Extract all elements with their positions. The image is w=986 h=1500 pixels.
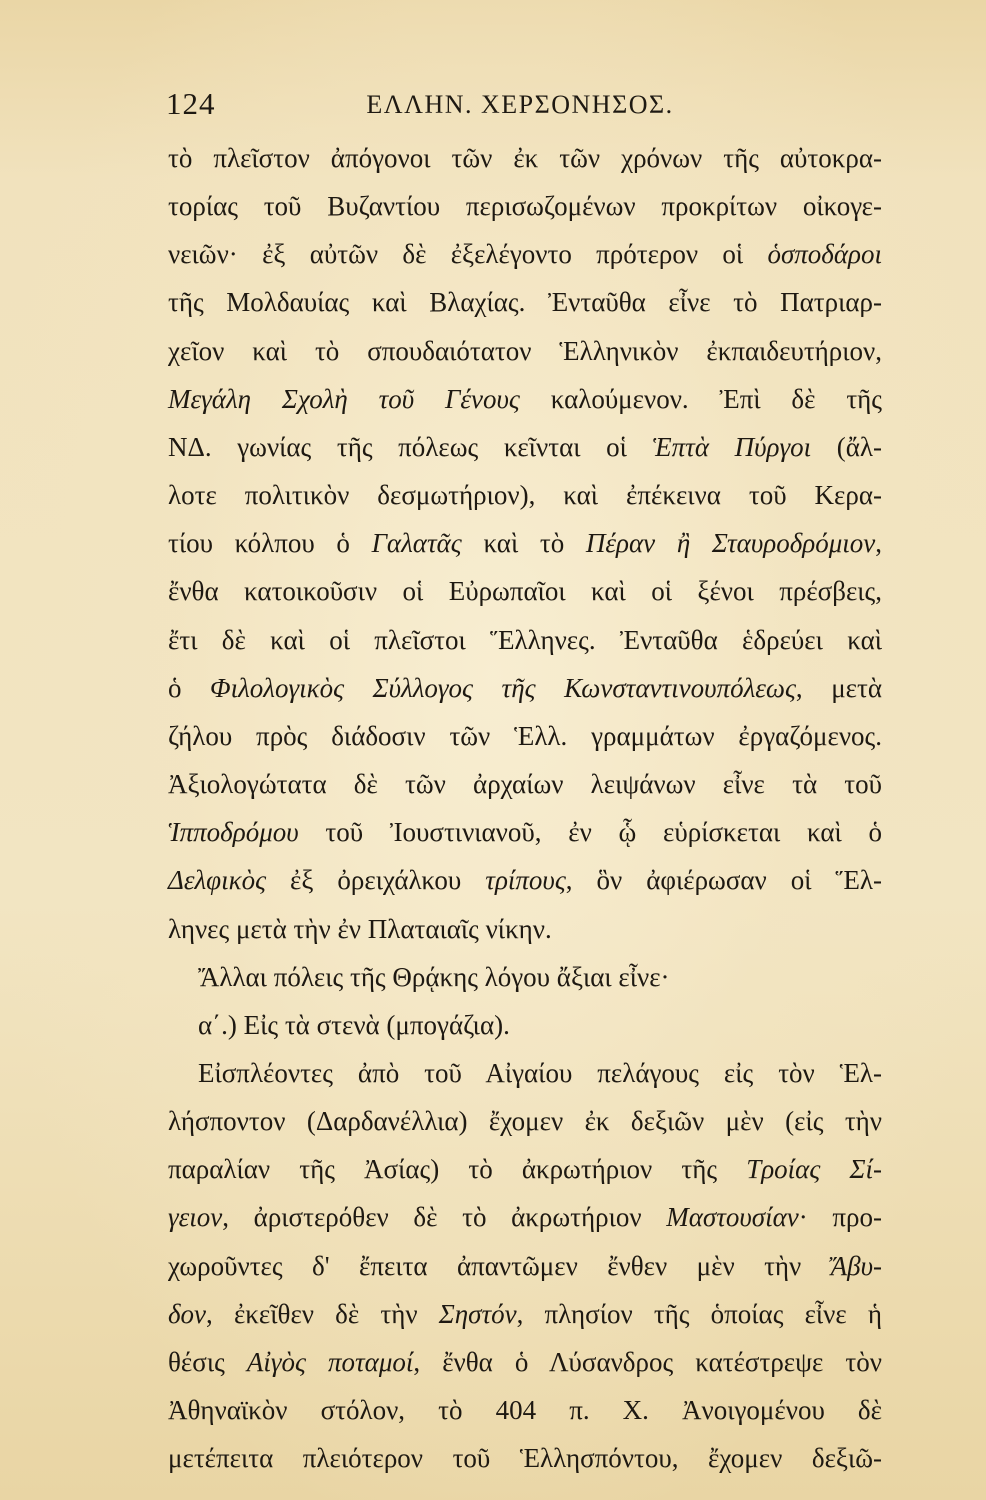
text-run: , ἀριστερόθεν δὲ τὸ ἀκρωτήριον bbox=[222, 1202, 667, 1233]
text-line bbox=[168, 423, 882, 471]
text-run: (ἄλ- bbox=[811, 431, 883, 462]
italic-text-run: Ἑπτὰ Πύργοι bbox=[652, 431, 812, 462]
text-run: χεῖον καὶ τὸ σπουδαιότατον Ἑλληνικὸν ἐκπαιδευτήριον, bbox=[168, 335, 882, 366]
text-run: α΄.) Εἰς τὰ στενὰ (μπογάζια). bbox=[198, 1009, 510, 1040]
text-run: , μετὰ bbox=[795, 672, 883, 703]
running-head: ΕΛΛΗΝ. ΧΕΡΣΟΝΗΣΟΣ. bbox=[366, 90, 674, 119]
paragraph bbox=[168, 1001, 882, 1049]
text-line bbox=[168, 1193, 882, 1241]
italic-text-run: Ἄβυ- bbox=[830, 1250, 882, 1281]
text-run: Ἄλλαι πόλεις τῆς Θρᾴκης λόγου ἄξιαι εἶνε· bbox=[198, 961, 670, 992]
text-run: καὶ τὸ bbox=[461, 528, 586, 559]
text-run: λήσποντον (Δαρδανέλλια) ἔχομεν ἐκ δεξιῶν μὲν (εἰς τὴν bbox=[168, 1106, 882, 1137]
italic-text-run: Μαστουσίαν bbox=[666, 1202, 799, 1233]
text-run: θέσις bbox=[168, 1346, 247, 1377]
text-run: καλούμενον. Ἐπὶ δὲ τῆς bbox=[519, 383, 882, 414]
text-line bbox=[168, 1049, 882, 1097]
text-run: τὸ πλεῖστον ἀπόγονοι τῶν ἐκ τῶν χρόνων τῆς αὐτοκρα- bbox=[168, 143, 882, 173]
text-run: Ἀξιολογώτατα δὲ τῶν ἀρχαίων λειψάνων εἶνε τὰ τοῦ bbox=[168, 769, 882, 800]
text-line bbox=[168, 230, 882, 278]
text-line bbox=[168, 760, 882, 808]
text-run: , ὃν ἀφιέρωσαν οἱ Ἕλ- bbox=[565, 865, 882, 896]
italic-text-run: Αἰγὸς ποταμοί bbox=[246, 1346, 414, 1377]
italic-text-run: Φιλολογικὸς Σύλλογος τῆς Κωνσταντινουπόλεως bbox=[210, 672, 796, 703]
text-run: μετέπειτα πλειότερον τοῦ Ἑλλησπόντου, ἔχομεν δεξιῶ- bbox=[168, 1443, 882, 1474]
text-line bbox=[168, 616, 882, 664]
text-line bbox=[168, 519, 882, 567]
italic-text-run: τρίπους bbox=[485, 865, 566, 896]
text-line bbox=[168, 471, 882, 519]
text-line bbox=[168, 1434, 882, 1482]
text-run: Εἰσπλέοντες ἀπὸ τοῦ Αἰγαίου πελάγους εἰς τὸν Ἑλ- bbox=[198, 1057, 882, 1088]
text-run: ληνες μετὰ τὴν ἐν Πλαταιαῖς νίκην. bbox=[168, 913, 552, 944]
text-run: τίου κόλπου ὁ bbox=[168, 528, 372, 559]
text-line bbox=[168, 182, 882, 230]
text-line bbox=[168, 134, 882, 182]
text-run: τοῦ Ἰουστινιανοῦ, ἐν ᾧ εὑρίσκεται καὶ ὁ bbox=[298, 817, 882, 848]
text-run: , ἐκεῖθεν δὲ τὴν bbox=[206, 1298, 439, 1329]
text-run: ἐξ ὀρειχάλκου bbox=[266, 865, 486, 896]
paragraph bbox=[168, 1049, 882, 1482]
text-line bbox=[168, 1097, 882, 1145]
text-line bbox=[168, 712, 882, 760]
italic-text-run: Μεγάλη Σχολὴ τοῦ Γένους bbox=[168, 383, 520, 414]
text-line bbox=[168, 1338, 882, 1386]
text-line bbox=[168, 905, 882, 953]
italic-text-run: ὁσποδάροι bbox=[767, 239, 882, 270]
text-line bbox=[168, 1290, 882, 1338]
text-run: χωροῦντες δ' ἔπειτα ἀπαντῶμεν ἔνθεν μὲν τὴν bbox=[168, 1250, 831, 1281]
italic-text-run: γειον bbox=[168, 1202, 223, 1233]
italic-text-run: Δελφικὸς bbox=[168, 865, 267, 896]
text-run: , πλησίον τῆς ὁποίας εἶνε ἡ bbox=[516, 1298, 882, 1329]
text-run: παραλίαν τῆς Ἀσίας) τὸ ἀκρωτήριον τῆς bbox=[168, 1154, 747, 1185]
text-run: , bbox=[875, 528, 882, 559]
text-run: τορίας τοῦ Βυζαντίου περισωζομένων προκρίτων οἰκογε- bbox=[168, 191, 882, 222]
italic-text-run: Ἱπποδρόμου bbox=[168, 817, 299, 848]
italic-text-run: Γαλατᾶς bbox=[371, 528, 462, 559]
text-run: νειῶν· ἐξ αὐτῶν δὲ ἐξελέγοντο πρότερον οἱ bbox=[168, 239, 768, 270]
text-line bbox=[168, 1145, 882, 1193]
text-run: ἔτι δὲ καὶ οἱ πλεῖστοι Ἕλληνες. Ἐνταῦθα ἑδρεύει καὶ bbox=[168, 624, 882, 655]
text-line bbox=[168, 567, 882, 615]
body-text bbox=[168, 134, 882, 1482]
text-run: ΝΔ. γωνίας τῆς πόλεως κεῖνται οἱ bbox=[168, 431, 653, 462]
text-run: τῆς Μολδαυίας καὶ Βλαχίας. Ἐνταῦθα εἶνε τὸ Πατριαρ- bbox=[168, 287, 882, 318]
italic-text-run: Πέραν ἢ Σταυροδρόμιον bbox=[585, 528, 876, 559]
italic-text-run: Τροίας Σί- bbox=[746, 1154, 882, 1185]
text-run: λοτε πολιτικὸν δεσμωτήριον), καὶ ἐπέκεινα τοῦ Κερα- bbox=[168, 480, 882, 511]
text-line bbox=[168, 278, 882, 326]
text-run: ὁ bbox=[168, 672, 211, 703]
text-line bbox=[168, 808, 882, 856]
page-number: 124 bbox=[166, 86, 216, 121]
text-line bbox=[168, 953, 882, 1001]
text-run: · προ- bbox=[798, 1202, 882, 1233]
text-run: , ἔνθα ὁ Λύσανδρος κατέστρεψε τὸν bbox=[413, 1346, 882, 1377]
paragraph bbox=[168, 953, 882, 1001]
text-line bbox=[168, 664, 882, 712]
paragraph bbox=[168, 134, 882, 953]
text-line bbox=[168, 375, 882, 423]
text-line bbox=[168, 1386, 882, 1434]
text-run: ζήλου πρὸς διάδοσιν τῶν Ἑλλ. γραμμάτων ἐργαζόμενος. bbox=[168, 720, 882, 751]
italic-text-run: δον bbox=[168, 1298, 207, 1329]
text-line bbox=[168, 1242, 882, 1290]
text-line bbox=[168, 327, 882, 375]
text-run: Ἀθηναϊκὸν στόλον, τὸ 404 π. Χ. Ἀνοιγομένου δὲ bbox=[168, 1395, 882, 1426]
text-line bbox=[168, 856, 882, 904]
text-line bbox=[168, 1001, 882, 1049]
text-run: ἔνθα κατοικοῦσιν οἱ Εὐρωπαῖοι καὶ οἱ ξένοι πρέσβεις, bbox=[168, 576, 882, 607]
italic-text-run: Σηστόν bbox=[438, 1298, 517, 1329]
